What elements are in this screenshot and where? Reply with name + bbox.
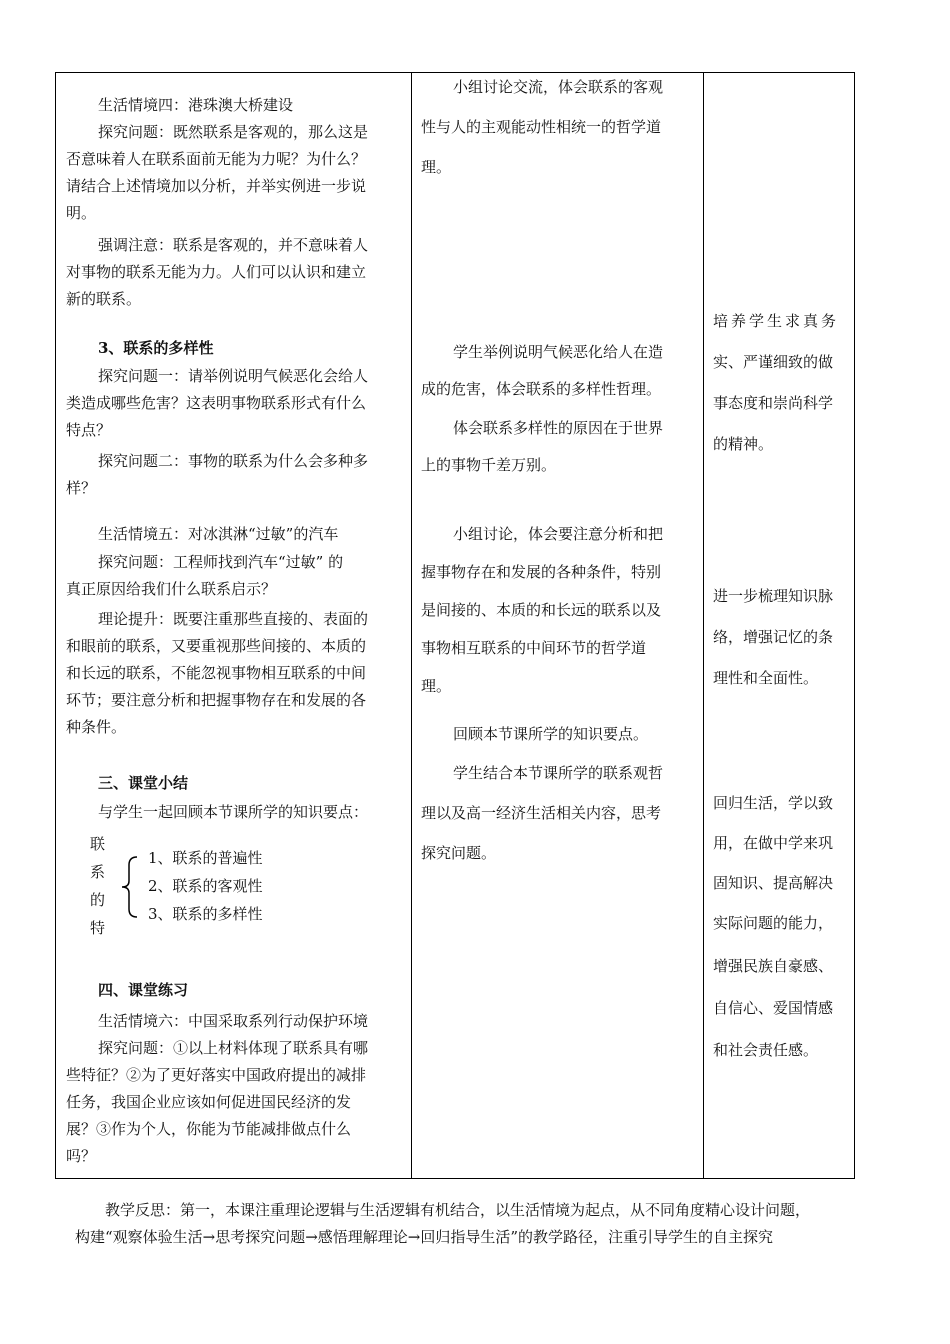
theory-line: 种条件。 bbox=[66, 718, 127, 736]
table-divider-2 bbox=[703, 72, 704, 1179]
theory-line: 和眼前的联系，又要重视那些间接的、本质的 bbox=[66, 637, 367, 655]
question4-line: 明。 bbox=[66, 204, 97, 222]
question6-line: 吗？ bbox=[66, 1147, 97, 1165]
question4-line: 探究问题：既然联系是客观的，那么这是 bbox=[98, 123, 369, 141]
activity-line: 小组讨论，体会要注意分析和把 bbox=[453, 525, 664, 543]
question4-line: 请结合上述情境加以分析，并举实例进一步说 bbox=[66, 177, 367, 195]
feature-item: 1、联系的普遍性 bbox=[148, 849, 263, 867]
goal-line: 自信心、爱国情感 bbox=[713, 999, 834, 1017]
table-border-top bbox=[55, 72, 855, 73]
summary-text: 与学生一起回顾本节课所学的知识要点： bbox=[98, 803, 369, 821]
curly-brace-icon bbox=[119, 855, 143, 919]
question2-line: 样？ bbox=[66, 479, 97, 497]
activity-line: 性与人的主观能动性相统一的哲学道 bbox=[421, 118, 662, 136]
activity-line: 理。 bbox=[421, 158, 452, 176]
question2-line: 探究问题二：事物的联系为什么会多种多 bbox=[98, 452, 369, 470]
scene5-text: 生活情境五：对冰淇淋“过敏”的汽车 bbox=[98, 525, 339, 543]
vertical-label-char: 联 bbox=[90, 835, 106, 853]
activity-line: 成的危害，体会联系的多样性哲理。 bbox=[421, 380, 662, 398]
goal-line: 进一步梳理知识脉 bbox=[713, 587, 834, 605]
activity-line: 是间接的、本质的和长远的联系以及 bbox=[421, 601, 662, 619]
question1-line: 特点？ bbox=[66, 421, 112, 439]
goal-line: 和社会责任感。 bbox=[713, 1041, 819, 1059]
summary-heading: 三、课堂小结 bbox=[98, 774, 189, 792]
feature-item: 2、联系的客观性 bbox=[148, 877, 263, 895]
theory-line: 和长远的联系，不能忽视事物相互联系的中间 bbox=[66, 664, 367, 682]
reflection-line: 构建“观察体验生活→思考探究问题→感悟理解理论→回归指导生活”的教学路径，注重引导学生的自主探究 bbox=[75, 1228, 774, 1246]
question6-line: 探究问题：①以上材料体现了联系具有哪 bbox=[98, 1039, 369, 1057]
goal-line: 用，在做中学来巩 bbox=[713, 834, 834, 852]
table-divider-1 bbox=[411, 72, 412, 1179]
activity-line: 探究问题。 bbox=[421, 844, 497, 862]
activity-line: 小组讨论交流，体会联系的客观 bbox=[453, 78, 664, 96]
table-border-bottom bbox=[55, 1178, 855, 1179]
question6-line: 展？③作为个人，你能为节能减排做点什么 bbox=[66, 1120, 352, 1138]
goal-line: 络，增强记忆的条 bbox=[713, 628, 834, 646]
scene4-text: 生活情境四：港珠澳大桥建设 bbox=[98, 96, 294, 114]
goal-line: 理性和全面性。 bbox=[713, 669, 819, 687]
table-border-right bbox=[854, 72, 855, 1179]
activity-line: 事物相互联系的中间环节的哲学道 bbox=[421, 639, 647, 657]
vertical-label-char: 系 bbox=[90, 863, 106, 881]
goal-line: 实、严谨细致的做 bbox=[713, 353, 834, 371]
goal-line: 实际问题的能力， bbox=[713, 914, 834, 932]
activity-line: 体会联系多样性的原因在于世界 bbox=[453, 419, 664, 437]
note-line: 强调注意：联系是客观的，并不意味着人 bbox=[98, 236, 369, 254]
vertical-label-char: 特 bbox=[90, 919, 106, 937]
goal-line: 培养学生求真务 bbox=[713, 312, 840, 330]
goal-line: 的精神。 bbox=[713, 435, 774, 453]
question5-line: 探究问题：工程师找到汽车“过敏” 的 bbox=[98, 553, 344, 571]
table-border-left bbox=[55, 72, 56, 1179]
goal-line: 事态度和崇尚科学 bbox=[713, 394, 834, 412]
question5-line: 真正原因给我们什么联系启示？ bbox=[66, 580, 277, 598]
question6-line: 些特征？②为了更好落实中国政府提出的减排 bbox=[66, 1066, 367, 1084]
feature-item: 3、联系的多样性 bbox=[148, 905, 263, 923]
vertical-label-char: 的 bbox=[90, 891, 106, 909]
question1-line: 类造成哪些危害？这表明事物联系形式有什么 bbox=[66, 394, 367, 412]
theory-line: 理论提升：既要注重那些直接的、表面的 bbox=[98, 610, 369, 628]
activity-line: 理以及高一经济生活相关内容，思考 bbox=[421, 804, 662, 822]
activity-line: 握事物存在和发展的各种条件，特别 bbox=[421, 563, 662, 581]
theory-line: 环节；要注意分析和把握事物存在和发展的各 bbox=[66, 691, 367, 709]
goal-line: 回归生活，学以致 bbox=[713, 794, 834, 812]
question4-line: 否意味着人在联系面前无能为力呢？为什么？ bbox=[66, 150, 367, 168]
activity-line: 学生举例说明气候恶化给人在造 bbox=[453, 343, 664, 361]
goal-line: 固知识、提高解决 bbox=[713, 874, 834, 892]
vertical-label bbox=[88, 830, 118, 940]
activity-line: 学生结合本节课所学的联系观哲 bbox=[453, 764, 664, 782]
goal-line: 增强民族自豪感、 bbox=[713, 957, 834, 975]
activity-line: 理。 bbox=[421, 677, 452, 695]
note-line: 新的联系。 bbox=[66, 290, 142, 308]
activity-line: 回顾本节课所学的知识要点。 bbox=[453, 725, 649, 743]
note-line: 对事物的联系无能为力。人们可以认识和建立 bbox=[66, 263, 367, 281]
section-heading-diversity: 3、联系的多样性 bbox=[98, 339, 214, 357]
question6-line: 任务，我国企业应该如何促进国民经济的发 bbox=[66, 1093, 352, 1111]
activity-line: 上的事物千差万别。 bbox=[421, 456, 557, 474]
practice-heading: 四、课堂练习 bbox=[98, 981, 189, 999]
reflection-line: 教学反思：第一，本课注重理论逻辑与生活逻辑有机结合，以生活情境为起点，从不同角度精心设计问题， bbox=[105, 1201, 811, 1219]
scene6-text: 生活情境六：中国采取系列行动保护环境 bbox=[98, 1012, 369, 1030]
question1-line: 探究问题一：请举例说明气候恶化会给人 bbox=[98, 367, 369, 385]
